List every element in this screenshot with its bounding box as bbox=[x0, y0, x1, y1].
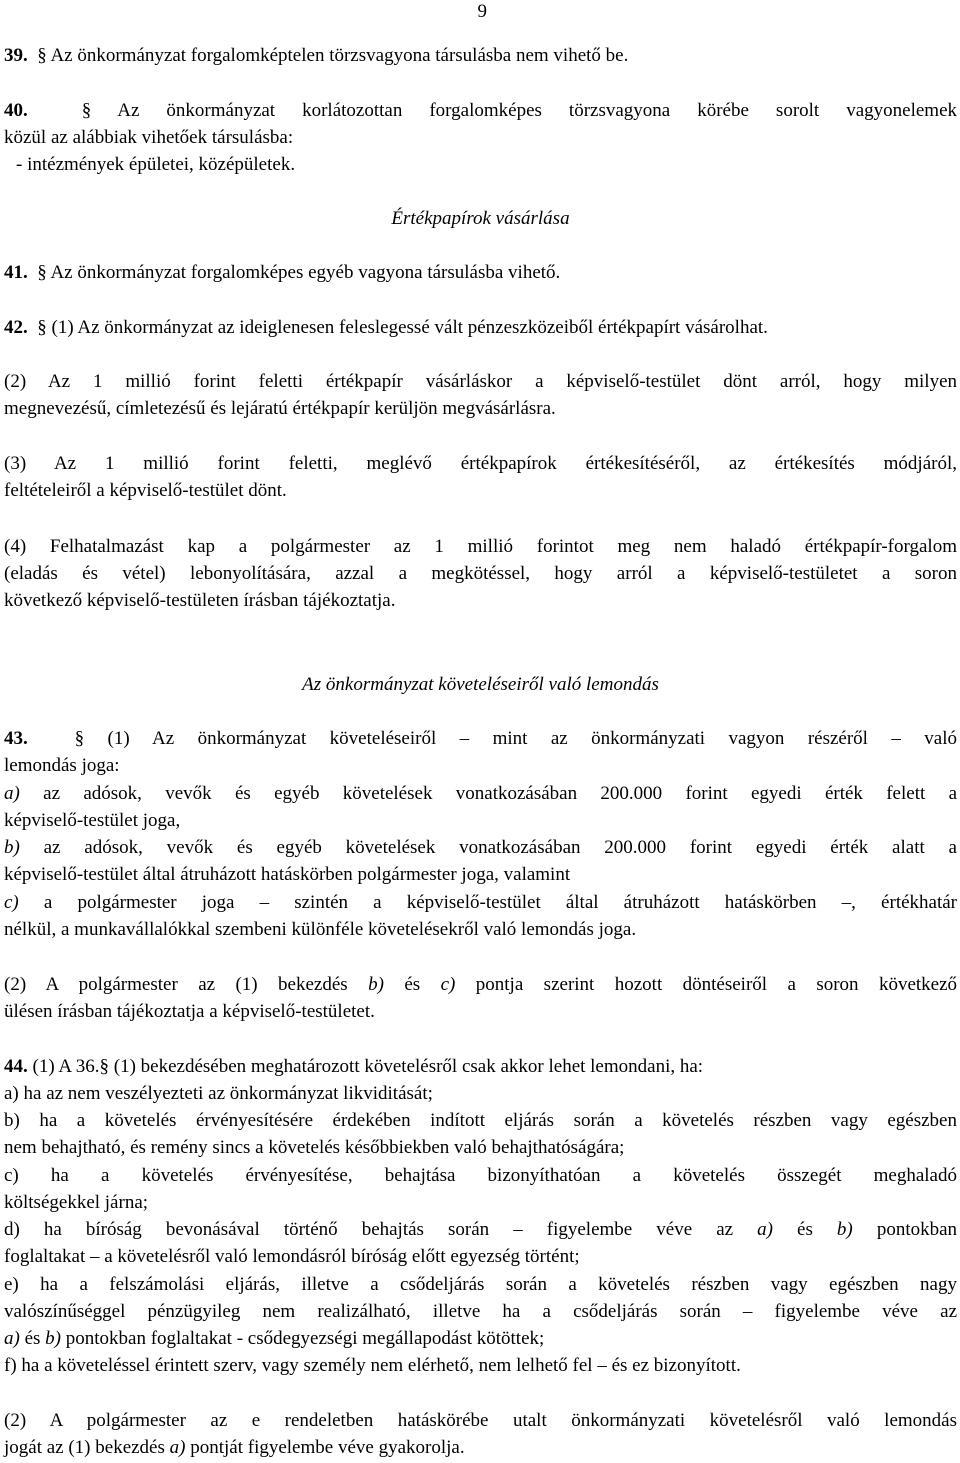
paragraph-44-2-line2: jogát az (1) bekezdés a) pontját figyelembe véve gyakorolja. bbox=[4, 1437, 465, 1458]
paragraph-42-3-line2: feltételeiről a képviselő-testület dönt. bbox=[4, 480, 287, 501]
page-number: 9 bbox=[477, 1, 487, 22]
paragraph-41: 41. § Az önkormányzat forgalomképes egyéb vagyona társulásba vihető. bbox=[4, 262, 561, 283]
paragraph-44-2-line1: (2) A polgármester az e rendeletben hatáskörébe utalt önkormányzati követelésről való lemondás bbox=[4, 1410, 957, 1431]
paragraph-42-3-line1: (3) Az 1 millió forint feletti, meglévő értékpapírok értékesítéséről, az értékesítés módjáról, bbox=[4, 453, 957, 474]
paragraph-42-2-line1: (2) Az 1 millió forint feletti értékpapír vásárláskor a képviselő-testület dönt arról, hogy milyen bbox=[4, 371, 957, 392]
paragraph-44-e-line3: a) és b) pontokban foglaltakat - csődegyezségi megállapodást kötöttek; bbox=[4, 1328, 545, 1349]
paragraph-42-line1: 42. § (1) Az önkormányzat az ideiglenesen feleslegessé vált pénzeszközeiből értékpapírt vásárolhat. bbox=[4, 317, 768, 338]
section-number: 39. bbox=[4, 45, 28, 66]
paragraph-44-b-line2: nem behajtható, és remény sincs a követelés későbbiekben való behajthatóságára; bbox=[4, 1137, 625, 1158]
paragraph-42-2-line2: megnevezésű, címletezésű és lejáratú értékpapír kerüljön megvásárlásra. bbox=[4, 398, 556, 419]
paragraph-44-a: a) ha az nem veszélyezteti az önkormányzat likviditását; bbox=[4, 1083, 433, 1104]
paragraph-43-2-line2: ülésen írásban tájékoztatja a képviselő-testületet. bbox=[4, 1001, 375, 1022]
paragraph-43-a-line2: képviselő-testület joga, bbox=[4, 810, 181, 831]
paragraph-44-c-line1: c) ha a követelés érvényesítése, behajtása bizonyíthatóan a követelés összegét meghaladó bbox=[4, 1165, 957, 1186]
paragraph-44-c-line2: költségekkel járna; bbox=[4, 1192, 149, 1213]
paragraph-40-line2: közül az alábbiak vihetőek társulásba: bbox=[4, 127, 294, 148]
paragraph-44-f: f) ha a követeléssel érintett szerv, vagy személy nem elérhető, nem lelhető fel – és ez bizonyított. bbox=[4, 1355, 741, 1376]
heading-claims-waiver: Az önkormányzat követeléseiről való lemondás bbox=[302, 674, 659, 695]
section-number: 44. bbox=[4, 1056, 28, 1077]
heading-securities: Értékpapírok vásárlása bbox=[391, 208, 570, 229]
paragraph-43-line1: 43. § (1) Az önkormányzat követeléseiről – mint az önkormányzati vagyon részéről – való bbox=[4, 728, 957, 749]
paragraph-text: § Az önkormányzat forgalomképtelen törzsvagyona társulásba nem vihető be. bbox=[37, 45, 629, 66]
paragraph-43-b-line1: b) az adósok, vevők és egyéb követelések vonatkozásában 200.000 forint egyedi érték alatt a bbox=[4, 837, 957, 858]
paragraph-44-e-line2: valószínűséggel pénzügyileg nem realizálható, illetve ha a csődeljárás során – figyelembe véve az bbox=[4, 1301, 957, 1322]
paragraph-44-d-line1: d) ha bíróság bevonásával történő behajtás során – figyelembe véve az a) és b) pontokban bbox=[4, 1219, 958, 1240]
paragraph-44-b-line1: b) ha a követelés érvényesítésére érdekében indított eljárás során a követelés részben vagy egészben bbox=[4, 1110, 957, 1131]
section-number: 40. bbox=[4, 100, 28, 121]
paragraph-43-b-line2: képviselő-testület által átruházott hatáskörben polgármester joga, valamint bbox=[4, 864, 571, 885]
paragraph-40-line3: - intézmények épületei, középületek. bbox=[16, 154, 296, 175]
paragraph-44-line1: 44. (1) A 36.§ (1) bekezdésében meghatározott követelésről csak akkor lehet lemondani, ha: bbox=[4, 1056, 704, 1077]
paragraph-44-e-line1: e) ha a felszámolási eljárás, illetve a csődeljárás során a követelés részben vagy egészben nagy bbox=[4, 1274, 957, 1295]
section-number: 43. bbox=[4, 728, 28, 749]
section-number: 41. bbox=[4, 262, 28, 283]
paragraph-42-4-line1: (4) Felhatalmazást kap a polgármester az 1 millió forintot meg nem haladó értékpapír-forgalom bbox=[4, 536, 957, 557]
paragraph-42-4-line2: (eladás és vétel) lebonyolítására, azzal a megkötéssel, hogy arról a képviselő-testületet a soron bbox=[4, 563, 957, 584]
paragraph-40-line1: 40. § Az önkormányzat korlátozottan forgalomképes törzsvagyona körébe sorolt vagyonelemek bbox=[4, 100, 958, 121]
paragraph-43-2-line1: (2) A polgármester az (1) bekezdés b) és c) pontja szerint hozott döntéseiről a soron következő bbox=[4, 974, 958, 995]
paragraph-42-4-line3: következő képviselő-testületen írásban tájékoztatja. bbox=[4, 590, 396, 611]
paragraph-43-a-line1: a) az adósok, vevők és egyéb követelések vonatkozásában 200.000 forint egyedi érték felett a bbox=[4, 783, 957, 804]
section-number: 42. bbox=[4, 317, 28, 338]
paragraph-43-c-line2: nélkül, a munkavállalókkal szembeni különféle követelésekről való lemondás joga. bbox=[4, 919, 637, 940]
paragraph-39 bbox=[4, 42, 628, 69]
paragraph-43-line2: lemondás joga: bbox=[4, 755, 120, 776]
paragraph-44-d-line2: foglaltakat – a követelésről való lemondásról bíróság előtt egyezség történt; bbox=[4, 1246, 580, 1267]
paragraph-43-c-line1: c) a polgármester joga – szintén a képviselő-testület által átruházott hatáskörben –, értékhatár bbox=[4, 892, 957, 913]
